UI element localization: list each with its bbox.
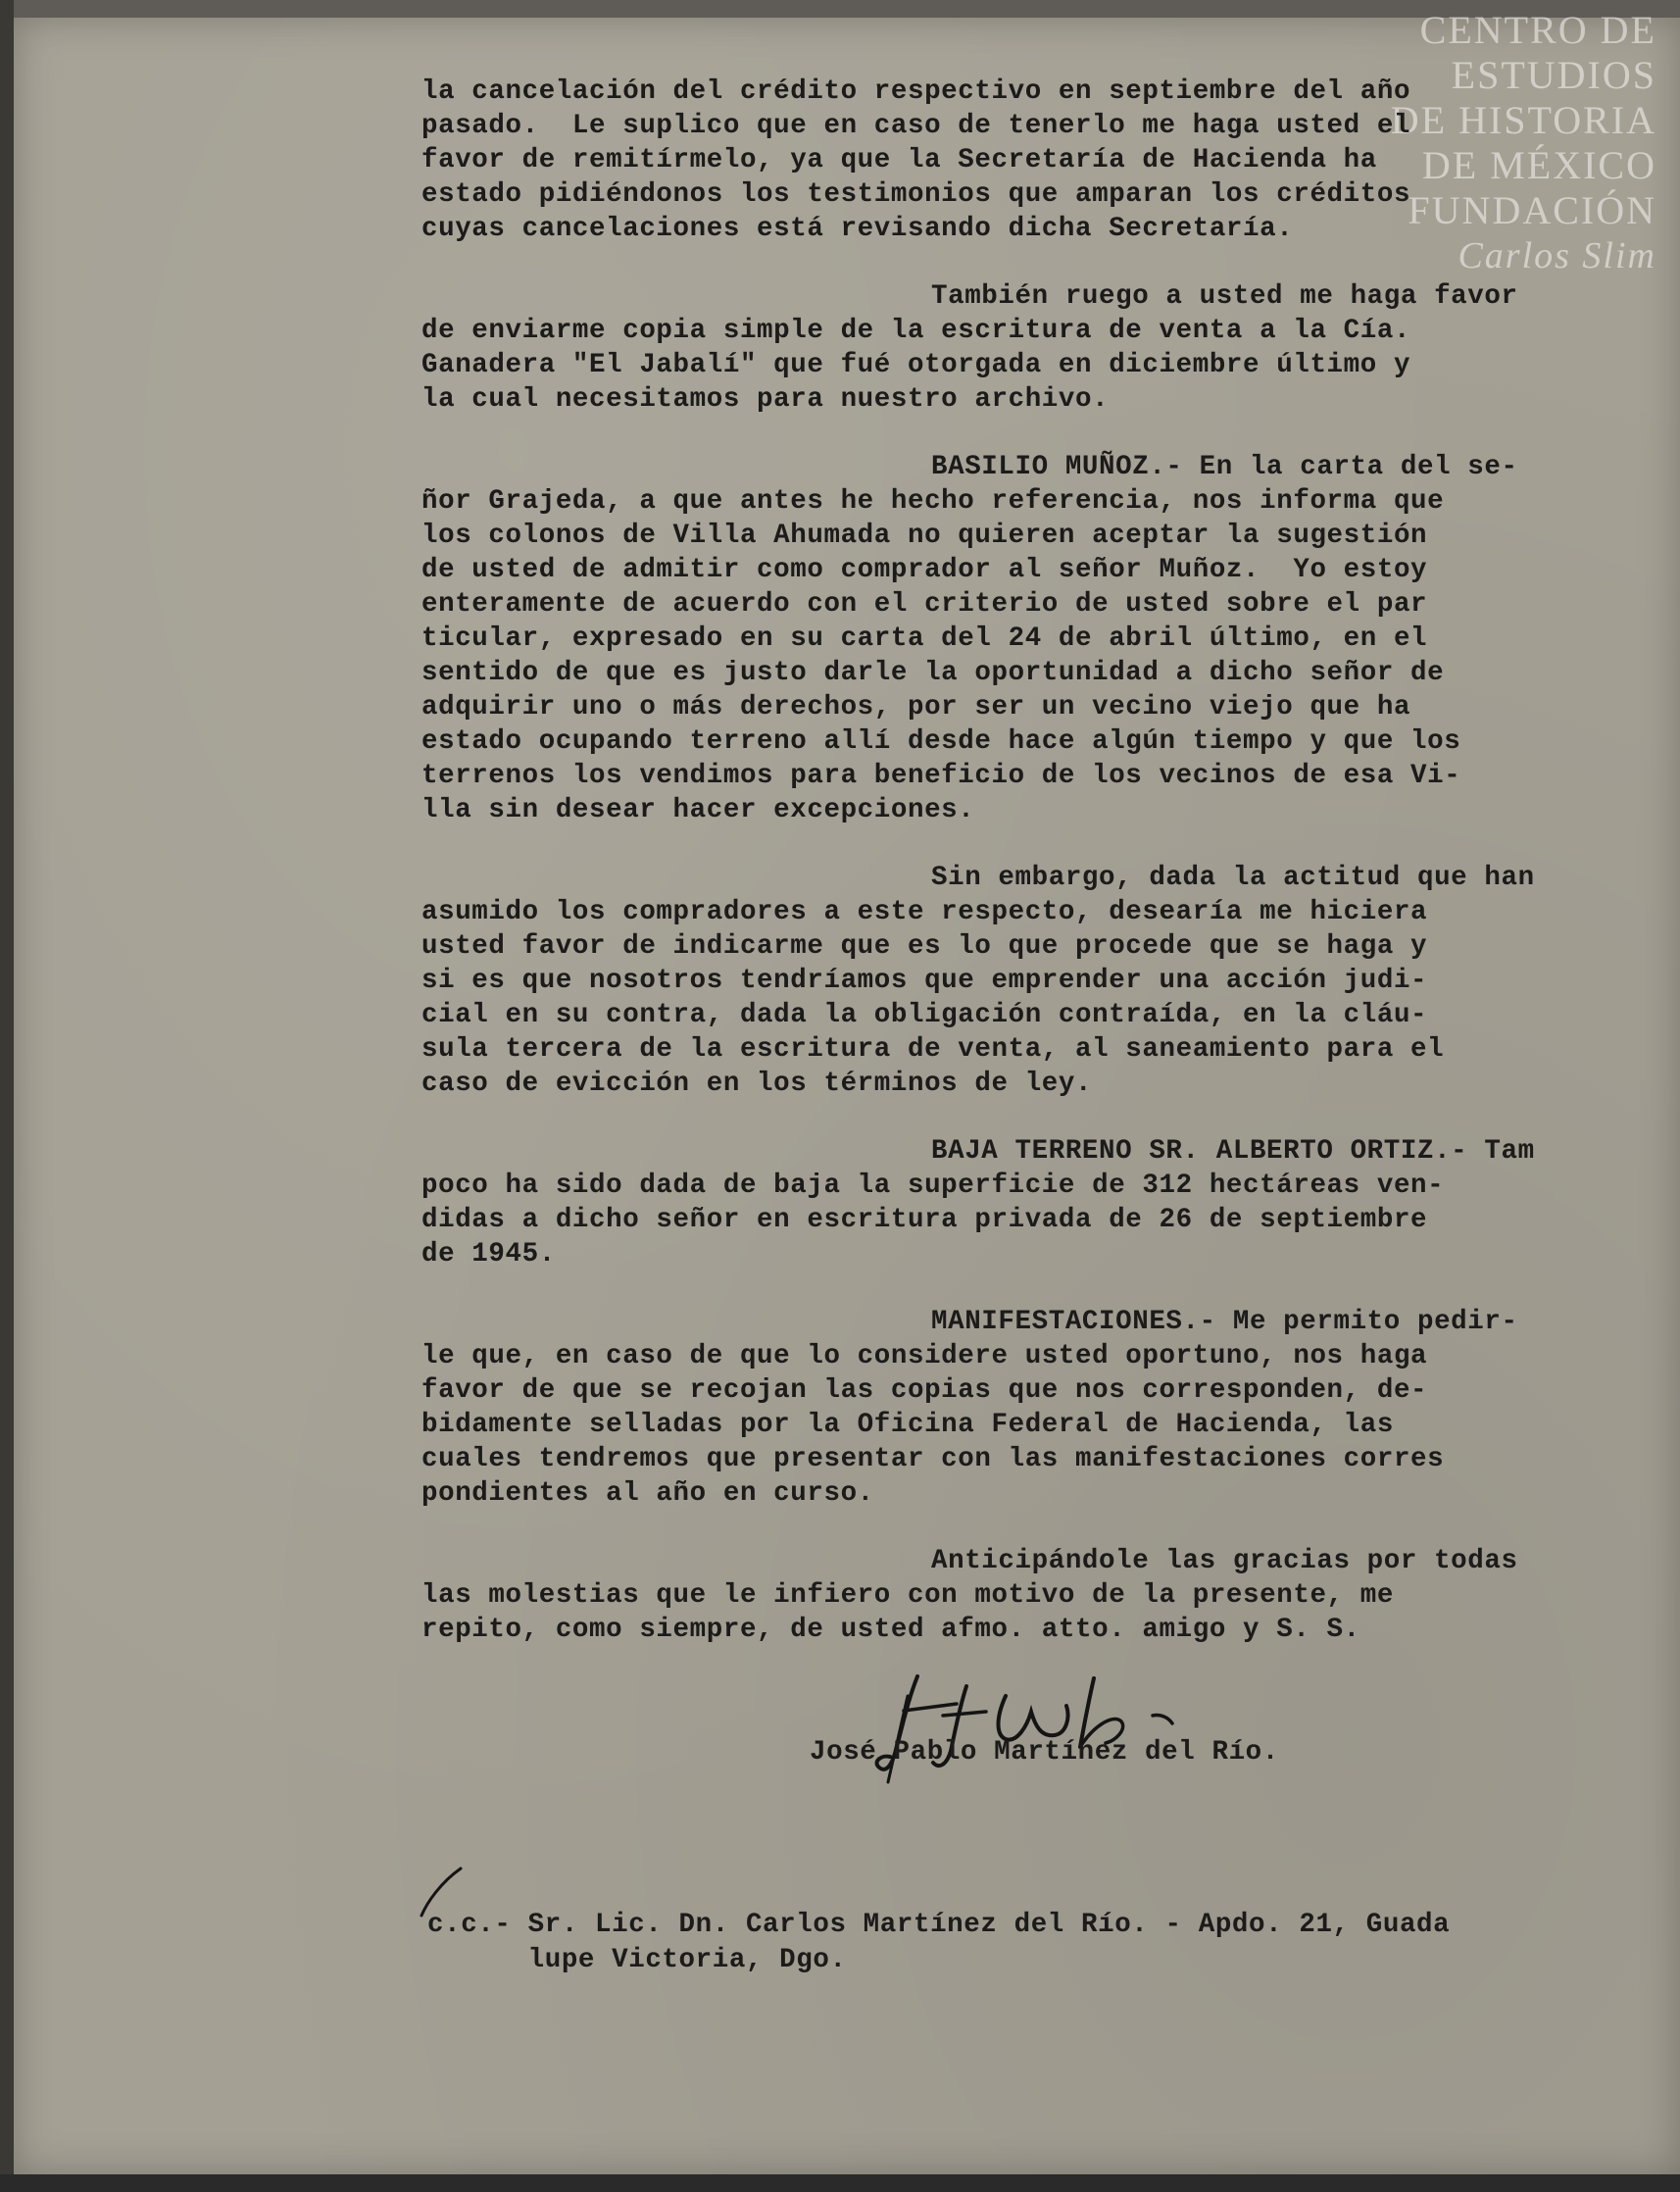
carbon-copy-note bbox=[427, 1908, 1662, 1978]
text-line: MANIFESTACIONES.- Me permito pedir- bbox=[931, 1307, 1518, 1337]
text-line: favor de remitírmelo, ya que la Secretaría de Hacienda ha bbox=[421, 145, 1377, 175]
cc-line: lupe Victoria, Dgo. bbox=[427, 1945, 847, 1975]
text-line: los colonos de Villa Ahumada no quieren aceptar la sugestión bbox=[421, 521, 1428, 551]
text-line: estado pidiéndonos los testimonios que amparan los créditos bbox=[421, 179, 1411, 210]
text-line: ñor Grajeda, a que antes he hecho referencia, nos informa que bbox=[421, 486, 1445, 517]
text-line: de 1945. bbox=[421, 1239, 556, 1270]
signer-name: José Pablo Martínez del Río. bbox=[810, 1737, 1279, 1768]
text-line: Anticipándole las gracias por todas bbox=[931, 1546, 1518, 1576]
text-line: Ganadera "El Jabalí" que fué otorgada en diciembre último y bbox=[421, 350, 1411, 380]
paragraph-manifestaciones bbox=[421, 1305, 1656, 1511]
cc-line: c.c.- Sr. Lic. Dn. Carlos Martínez del Río. - Apdo. 21, Guada bbox=[427, 1910, 1451, 1940]
paragraph-sin-embargo bbox=[421, 861, 1656, 1101]
stamp-line-2: ESTUDIOS bbox=[1451, 53, 1656, 97]
paragraph-escritura-request bbox=[421, 279, 1656, 417]
text-line: pasado. Le suplico que en caso de tenerlo me haga usted el bbox=[421, 111, 1411, 141]
text-line: sentido de que es justo darle la oportunidad a dicho señor de bbox=[421, 658, 1445, 688]
text-line: sula tercera de la escritura de venta, al saneamiento para el bbox=[421, 1034, 1445, 1065]
text-line: las molestias que le infiero con motivo de la presente, me bbox=[421, 1580, 1394, 1611]
text-line: asumido los compradores a este respecto, desearía me hiciera bbox=[421, 897, 1428, 927]
letter-body bbox=[421, 75, 1656, 1680]
text-line: la cancelación del crédito respectivo en septiembre del año bbox=[421, 76, 1411, 107]
text-line: Sin embargo, dada la actitud que han bbox=[931, 863, 1535, 893]
stamp-line-6: Carlos Slim bbox=[1458, 235, 1656, 276]
text-line: le que, en caso de que lo considere usted oportuno, nos haga bbox=[421, 1341, 1428, 1371]
text-line: cial en su contra, dada la obligación contraída, en la cláu- bbox=[421, 1000, 1428, 1030]
text-line: ticular, expresado en su carta del 24 de abril último, en el bbox=[421, 623, 1428, 654]
scan-bottom-edge bbox=[0, 2174, 1680, 2192]
paragraph-continuation bbox=[421, 75, 1656, 246]
text-line: favor de que se recojan las copias que nos corresponden, de- bbox=[421, 1375, 1428, 1406]
text-line: si es que nosotros tendríamos que emprender una acción judi- bbox=[421, 966, 1428, 996]
text-line: la cual necesitamos para nuestro archivo. bbox=[421, 384, 1110, 415]
stamp-line-3: DE HISTORIA bbox=[1390, 98, 1656, 142]
stamp-line-5: FUNDACIÓN bbox=[1408, 188, 1656, 232]
text-line: de enviarme copia simple de la escritura de venta a la Cía. bbox=[421, 316, 1411, 346]
paragraph-basilio-munoz bbox=[421, 450, 1656, 827]
text-line: caso de evicción en los términos de ley. bbox=[421, 1069, 1093, 1099]
scan-left-edge bbox=[0, 0, 14, 2192]
text-line: estado ocupando terreno allí desde hace algún tiempo y que los bbox=[421, 726, 1461, 757]
text-line: repito, como siempre, de usted afmo. atto. amigo y S. S. bbox=[421, 1615, 1360, 1645]
signature-block bbox=[810, 1657, 1398, 1804]
text-line: enteramente de acuerdo con el criterio de usted sobre el par bbox=[421, 589, 1428, 620]
text-line: BASILIO MUÑOZ.- En la carta del se- bbox=[931, 452, 1518, 482]
text-line: terrenos los vendimos para beneficio de los vecinos de esa Vi- bbox=[421, 761, 1461, 791]
paragraph-baja-terreno bbox=[421, 1134, 1656, 1271]
stamp-line-1: CENTRO DE bbox=[1419, 8, 1656, 52]
stamp-line-4: DE MÉXICO bbox=[1421, 143, 1656, 187]
text-line: poco ha sido dada de baja la superficie de 312 hectáreas ven- bbox=[421, 1171, 1445, 1201]
text-line: de usted de admitir como comprador al señor Muñoz. Yo estoy bbox=[421, 555, 1428, 585]
text-line: bidamente selladas por la Oficina Federal de Hacienda, las bbox=[421, 1410, 1394, 1440]
text-line: cuyas cancelaciones está revisando dicha Secretaría. bbox=[421, 214, 1294, 244]
text-line: usted favor de indicarme que es lo que procede que se haga y bbox=[421, 931, 1428, 962]
text-line: cuales tendremos que presentar con las manifestaciones corres bbox=[421, 1444, 1445, 1474]
text-line: También ruego a usted me haga favor bbox=[931, 281, 1518, 312]
paragraph-closing bbox=[421, 1544, 1656, 1647]
text-line: didas a dicho señor en escritura privada de 26 de septiembre bbox=[421, 1205, 1428, 1235]
text-line: pondientes al año en curso. bbox=[421, 1478, 874, 1509]
text-line: lla sin desear hacer excepciones. bbox=[421, 795, 975, 825]
text-line: BAJA TERRENO SR. ALBERTO ORTIZ.- Tam bbox=[931, 1136, 1535, 1167]
text-line: adquirir uno o más derechos, por ser un vecino viejo que ha bbox=[421, 692, 1411, 722]
